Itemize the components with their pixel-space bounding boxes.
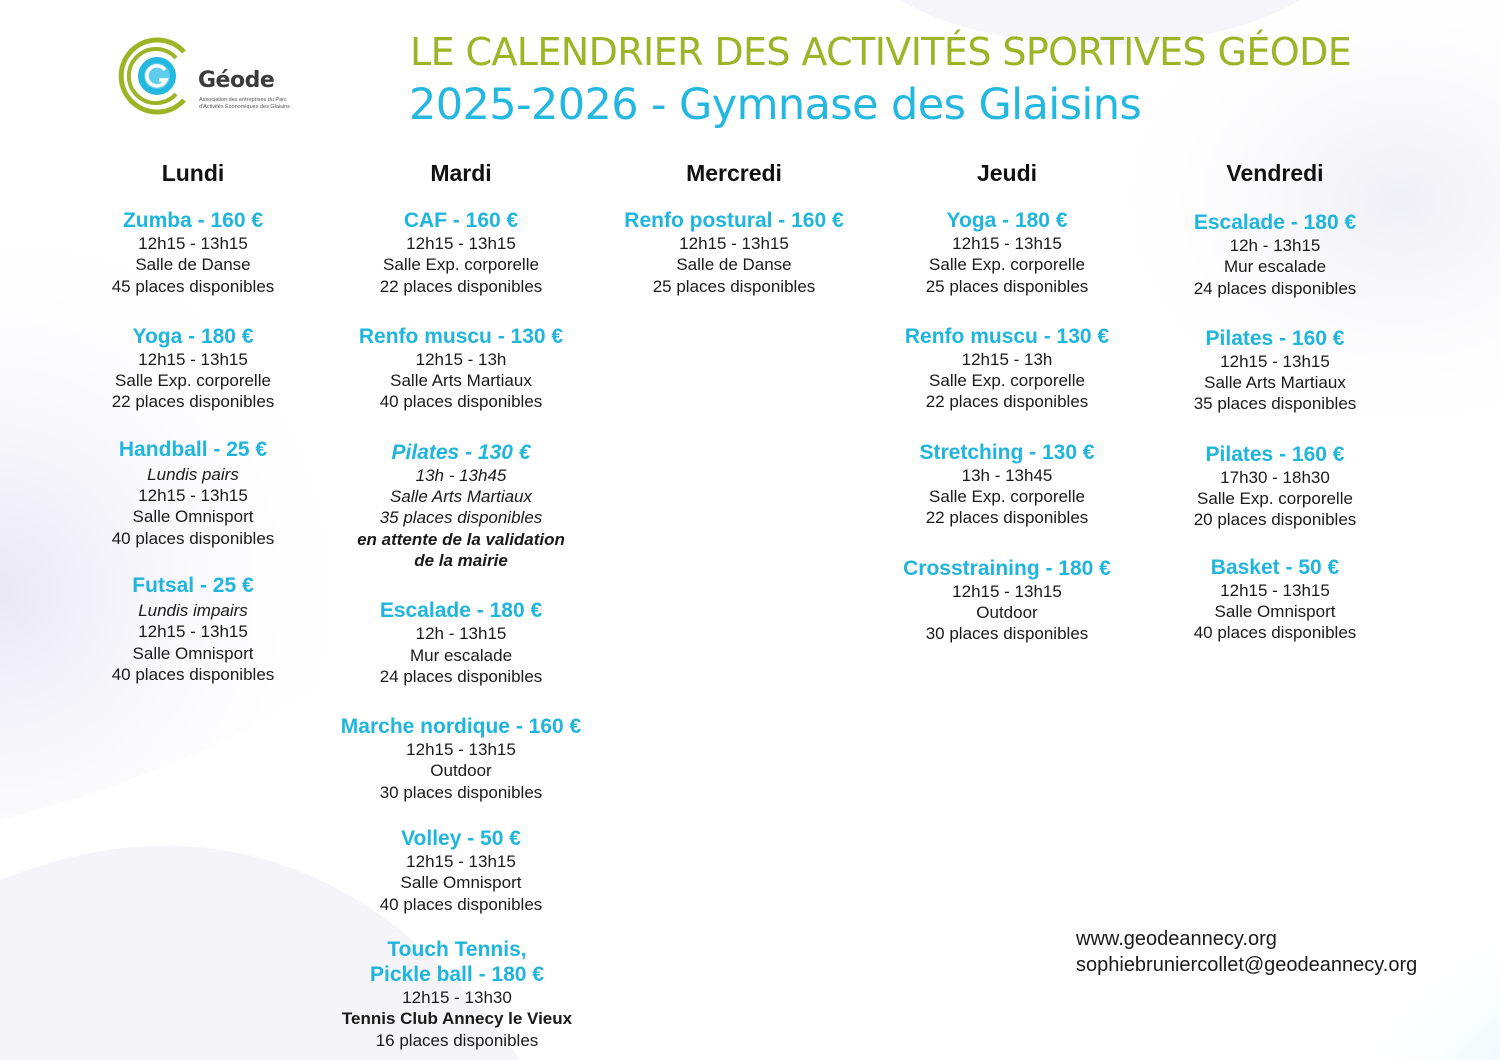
email-link[interactable]: sophiebruniercollet@geodeannecy.org — [1076, 954, 1418, 976]
activity-time: 12h15 - 13h15 — [406, 740, 516, 760]
activity-places: 40 places disponibles — [1193, 623, 1357, 643]
activity-block — [53, 208, 333, 297]
activity-time: 12h15 - 13h15 — [1220, 351, 1330, 371]
day-heading: Jeudi — [976, 160, 1038, 186]
activity-block — [1135, 442, 1415, 531]
activity-room: Outdoor — [430, 761, 492, 781]
activity-room: Salle Omnisport — [1214, 601, 1336, 621]
activity-block — [321, 826, 601, 915]
activity-places: 22 places disponibles — [925, 392, 1089, 412]
activity-places: 45 places disponibles — [111, 276, 275, 296]
activity-room: Tennis Club Annecy le Vieux — [341, 1009, 573, 1029]
activity-room: Salle Exp. corporelle — [1197, 489, 1353, 509]
day-column-mardi — [321, 160, 601, 1060]
activity-block — [867, 440, 1147, 529]
activity-title: CAF - 160 € — [403, 209, 519, 232]
activity-block — [53, 324, 333, 413]
activity-time: 12h15 - 13h15 — [952, 234, 1062, 253]
logo-rings-icon — [116, 34, 196, 124]
activity-time: 12h15 - 13h30 — [402, 987, 512, 1007]
activity-title: Crosstraining - 180 € — [903, 556, 1111, 580]
activity-places: 20 places disponibles — [1193, 510, 1357, 530]
day-heading: Mardi — [430, 160, 492, 186]
day-column-mercredi — [594, 160, 874, 324]
activity-places: 30 places disponibles — [925, 624, 1089, 644]
activity-places: 40 places disponibles — [379, 392, 543, 412]
geode-logo — [116, 34, 306, 124]
day-heading: Mercredi — [686, 160, 782, 186]
activity-places: 25 places disponibles — [652, 276, 816, 296]
activity-block — [867, 556, 1147, 645]
day-column-vendredi — [1135, 160, 1415, 671]
day-column-jeudi — [867, 160, 1147, 672]
activity-block — [1135, 210, 1415, 299]
activity-title: Touch Tennis, — [387, 937, 527, 961]
activity-block — [53, 437, 333, 549]
day-column-lundi — [53, 160, 333, 712]
activity-room: Salle de Danse — [676, 255, 792, 275]
activity-block — [53, 573, 333, 685]
activity-room: Mur escalade — [409, 645, 513, 665]
activity-places: 25 places disponibles — [925, 276, 1089, 296]
activity-places: 24 places disponibles — [379, 666, 543, 686]
activity-room: Salle Exp. corporelle — [115, 371, 271, 391]
activity-room: Salle Exp. corporelle — [929, 371, 1085, 391]
activity-title: Volley - 50 € — [401, 827, 521, 851]
activity-time: 12h15 - 13h — [415, 349, 507, 369]
activity-title: Yoga - 180 € — [132, 324, 254, 348]
activity-room: Salle Exp. corporelle — [929, 487, 1085, 507]
activity-time: 17h30 - 18h30 — [1220, 467, 1330, 487]
day-heading: Lundi — [161, 160, 225, 186]
activity-title: Handball - 25 € — [118, 437, 268, 461]
activity-room: Salle Omnisport — [400, 873, 522, 893]
activity-block — [321, 440, 601, 571]
activity-title: Pilates - 130 € — [391, 440, 531, 464]
activity-room: Salle Exp. corporelle — [929, 255, 1085, 275]
activity-title: Zumba - 160 € — [122, 209, 264, 232]
activity-title: Escalade - 180 € — [1193, 211, 1357, 234]
activity-title: Renfo muscu - 130 € — [904, 324, 1110, 348]
activity-title: Renfo muscu - 130 € — [358, 324, 564, 348]
activity-block — [1135, 555, 1415, 644]
activity-title: Marche nordique - 160 € — [340, 715, 582, 739]
activity-places: 40 places disponibles — [111, 528, 275, 548]
activity-time: 12h15 - 13h15 — [679, 234, 789, 253]
activity-room: Salle Omnisport — [132, 507, 254, 527]
activity-title: Futsal - 25 € — [132, 573, 254, 597]
activity-room: Outdoor — [976, 602, 1038, 622]
activity-block — [313, 937, 601, 1051]
activity-places: 16 places disponibles — [375, 1030, 539, 1050]
activity-room: Salle Arts Martiaux — [390, 371, 532, 391]
activity-time: 13h - 13h45 — [415, 465, 507, 485]
website-link[interactable]: www.geodeannecy.org — [1076, 928, 1277, 950]
activity-time: 12h - 13h15 — [1229, 236, 1321, 255]
activity-block — [321, 714, 601, 803]
activity-block — [321, 324, 601, 413]
activity-time: 12h - 13h15 — [415, 624, 507, 644]
activity-block — [321, 208, 601, 297]
activity-block — [867, 324, 1147, 413]
activity-places: 22 places disponibles — [111, 392, 275, 412]
activity-title: Pilates - 160 € — [1205, 326, 1345, 350]
activity-places: 24 places disponibles — [1193, 278, 1357, 298]
activity-room: Mur escalade — [1223, 257, 1327, 277]
activity-places: 40 places disponibles — [111, 664, 275, 684]
contact-block — [1076, 926, 1417, 978]
activity-time: 12h15 - 13h15 — [138, 486, 248, 506]
activity-time: 13h - 13h45 — [961, 465, 1053, 485]
activity-title: Yoga - 180 € — [946, 209, 1068, 232]
activity-block — [594, 208, 874, 297]
activity-title: Renfo postural - 160 € — [624, 209, 844, 232]
activity-places: 30 places disponibles — [379, 782, 543, 802]
activity-places: 35 places disponibles — [1193, 394, 1357, 414]
activity-note: Lundis impairs — [138, 600, 248, 620]
activity-warning: en attente de la validation — [357, 529, 565, 549]
activity-time: 12h15 - 13h15 — [406, 852, 516, 872]
activity-block — [1135, 326, 1415, 415]
activity-room: Salle Exp. corporelle — [383, 255, 539, 275]
activity-places: 40 places disponibles — [379, 894, 543, 914]
activity-time: 12h15 - 13h15 — [138, 349, 248, 369]
activity-room: Salle de Danse — [135, 255, 251, 275]
activity-time: 12h15 - 13h15 — [138, 234, 248, 253]
activity-title: Pilates - 160 € — [1205, 442, 1345, 466]
activity-time: 12h15 - 13h15 — [1220, 580, 1330, 600]
page-subtitle: 2025-2026 - Gymnase des Glaisins — [409, 80, 1142, 130]
page-title: LE CALENDRIER DES ACTIVITÉS SPORTIVES GÉODE — [410, 30, 1352, 74]
activity-time: 12h15 - 13h15 — [138, 622, 248, 642]
logo-subtitle: Association des entreprises du Parc d'Activités Économiques des Glaisins — [199, 97, 290, 110]
logo-name: Géode — [198, 68, 275, 93]
activity-warning: de la mairie — [414, 550, 508, 570]
day-heading: Vendredi — [1226, 160, 1324, 186]
activity-title: Pickle ball - 180 € — [370, 962, 544, 986]
activity-note: Lundis pairs — [147, 464, 239, 484]
activity-time: 12h15 - 13h15 — [952, 581, 1062, 601]
activity-room: Salle Omnisport — [132, 643, 254, 663]
activity-room: Salle Arts Martiaux — [1204, 373, 1346, 393]
activity-time: 12h15 - 13h — [961, 349, 1053, 369]
activity-places: 22 places disponibles — [925, 508, 1089, 528]
activity-title: Stretching - 130 € — [919, 440, 1095, 464]
activity-places: 35 places disponibles — [379, 508, 543, 528]
activity-title: Escalade - 180 € — [379, 599, 543, 623]
activity-time: 12h15 - 13h15 — [406, 234, 516, 253]
activity-title: Basket - 50 € — [1210, 555, 1340, 579]
activity-places: 22 places disponibles — [379, 276, 543, 296]
activity-room: Salle Arts Martiaux — [389, 487, 533, 507]
activity-block — [867, 208, 1147, 297]
activity-block — [321, 598, 601, 687]
